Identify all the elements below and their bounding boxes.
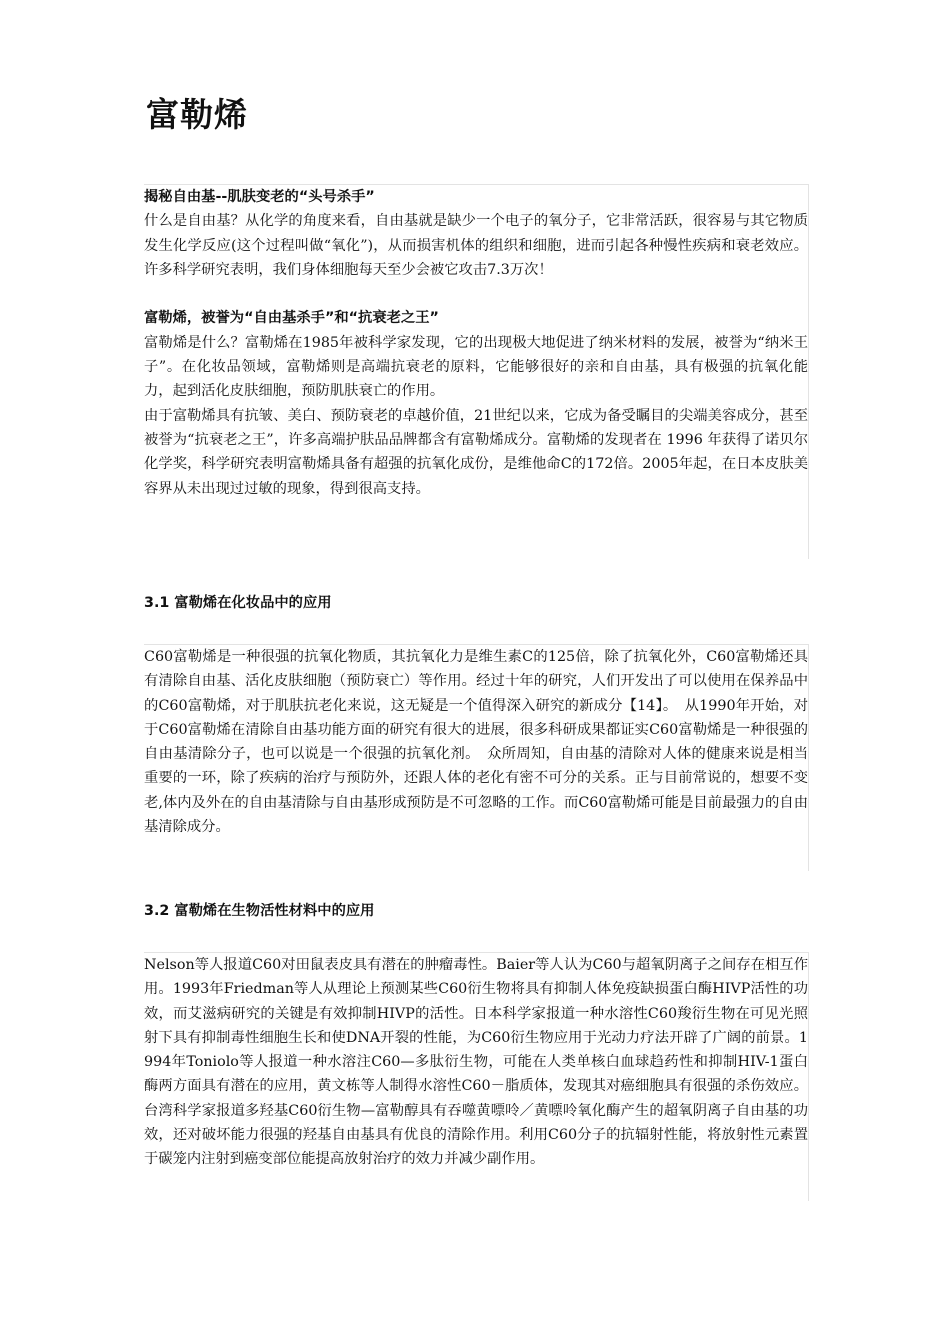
cosmetics-text-box (144, 644, 809, 871)
page-title: 富勒烯 (146, 95, 248, 134)
fullerene-nickname-heading: 富勒烯，被誉为“自由基杀手”和“抗衰老之王” (144, 310, 439, 327)
blank-line (144, 282, 808, 306)
fullerene-value-paragraph: 由于富勒烯具有抗皱、美白、预防衰老的卓越价值，21世纪以来，它成为备受瞩目的尖端美容成分，甚至被誉为“抗衰老之王”，许多高端护肤品品牌都含有富勒烯成分。富勒烯的发现者在 1996 年获得了诺贝尔化学奖，科学研究表明富勒烯具备有超强的抗氧化成份，是维他命C的172倍。2005年起，在日本皮肤美容界从未出现过过敏的现象，得到很高支持。 (144, 407, 808, 497)
bioactive-text-box (144, 952, 809, 1201)
free-radical-paragraph: 什么是自由基？从化学的角度来看，自由基就是缺少一个电子的氧分子，它非常活跃，很容易与其它物质发生化学反应(这个过程叫做“氧化”)，从而损害机体的组织和细胞，进而引起各种慢性疾病和衰老效应。许多科学研究表明，我们身体细胞每天至少会被它攻击7.3万次！ (144, 213, 808, 278)
section-heading-bioactive: 3.2 富勒烯在生物活性材料中的应用 (144, 903, 375, 919)
intro-text-box (144, 184, 809, 559)
free-radical-heading: 揭秘自由基--肌肤变老的“头号杀手” (144, 189, 375, 205)
cosmetics-paragraph: C60富勒烯是一种很强的抗氧化物质，其抗氧化力是维生素C的125倍，除了抗氧化外，C60富勒烯还具有清除自由基、活化皮肤细胞（预防衰亡）等作用。经过十年的研究，人们开发出了可以使用在保养品中的C60富勒烯，对于肌肤抗老化来说，这无疑是一个值得深入研究的新成分【14】。 从1990年开始，对于C60富勒烯在清除自由基功能方面的研究有很大的进展，很多科研成果都证实C60富勒烯是一种很强的自由基清除分子，也可以说是一个很强的抗氧化剂。 众所周知，自由基的清除对人体的健康来说是相当重要的一环，除了疾病的治疗与预防外，还跟人体的老化有密不可分的关系。正与目前常说的，想要不变老,体内及外在的自由基清除与自由基形成预防是不可忽略的工作。而C60富勒烯可能是目前最强力的自由基清除成分。 (144, 649, 808, 836)
fullerene-intro-paragraph: 富勒烯是什么？富勒烯在1985年被科学家发现，它的出现极大地促进了纳米材料的发展，被誉为“纳米王子”。在化妆品领域，富勒烯则是高端抗衰老的原料，它能够很好的亲和自由基，具有极强的抗氧化能力，起到活化皮肤细胞，预防肌肤衰亡的作用。 (144, 334, 808, 400)
bioactive-paragraph: Nelson等人报道C60对田鼠表皮具有潜在的肿瘤毒性。Baier等人认为C60与超氧阴离子之间存在相互作用。1993年Friedman等人从理论上预测某些C60衍生物将具有抑制人体免疫缺损蛋白酶HIVP活性的功效，而艾滋病研究的关键是有效抑制HIVP的活性。日本科学家报道一种水溶性C60羧衍生物在可见光照射下具有抑制毒性细胞生长和使DNA开裂的性能，为C60衍生物应用于光动力疗法开辟了广阔的前景。1994年Toniolo等人报道一种水溶注C60—多肽衍生物，可能在人类单核白血球趋药性和抑制HIV-1蛋白酶两方面具有潜在的应用，黄文栋等人制得水溶性C60－脂质体，发现其对癌细胞具有很强的杀伤效应。台湾科学家报道多羟基C60衍生物—富勒醇具有吞噬黄嘌呤／黄嘌呤氧化酶产生的超氧阴离子自由基的功效，还对破坏能力很强的羟基自由基具有优良的清除作用。利用C60分子的抗辐射性能，将放射性元素置于碳笼内注射到癌变部位能提高放射治疗的效力并减少副作用。 (144, 957, 808, 1168)
section-heading-cosmetics: 3.1 富勒烯在化妆品中的应用 (144, 595, 332, 611)
